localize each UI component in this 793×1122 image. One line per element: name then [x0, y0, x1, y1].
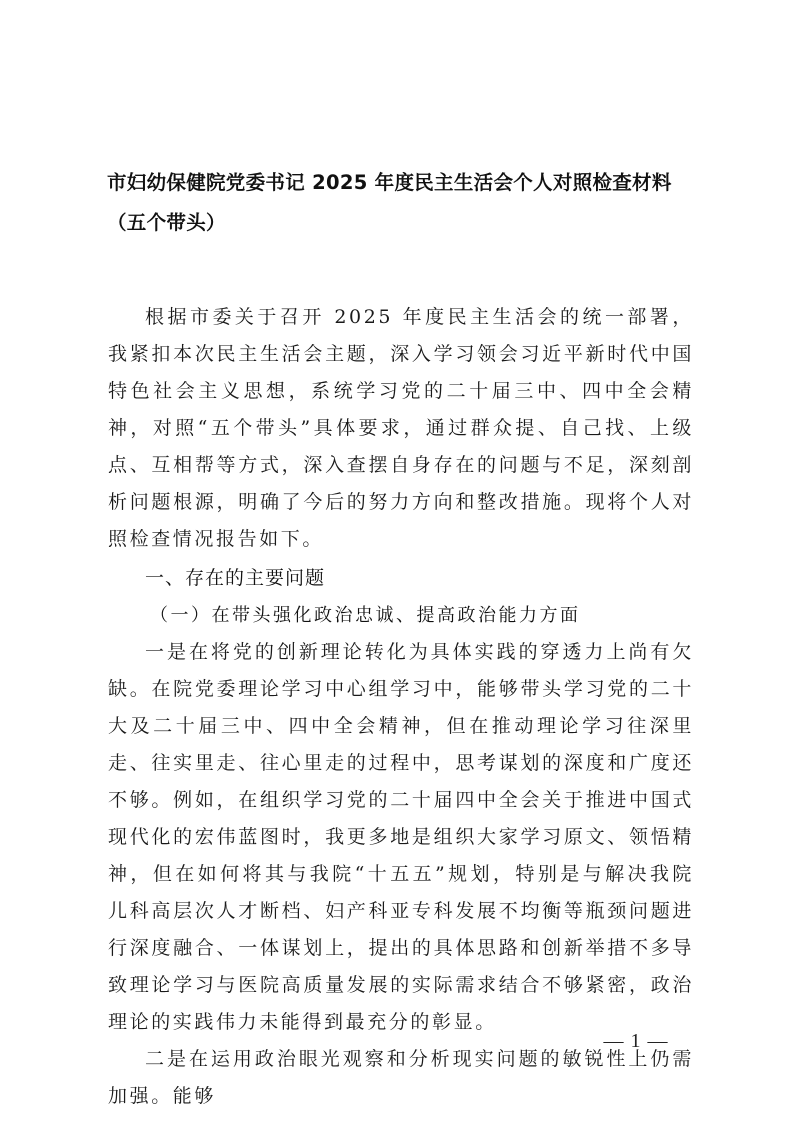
section-heading: 一、存在的主要问题	[145, 567, 326, 589]
document-body	[108, 299, 694, 1115]
body-paragraph: 二是在运用政治眼光观察和分析现实问题的敏锐性上仍需加强。能够	[108, 1048, 694, 1107]
document-title: 市妇幼保健院党委书记 2025 年度民主生活会个人对照检查材料（五个带头）	[107, 171, 672, 234]
body-paragraph: 一是在将党的创新理论转化为具体实践的穿透力上尚有欠缺。在院党委理论学习中心组学习中，能够带头学习党的二十大及二十届三中、四中全会精神，但在推动理论学习往深里走、往实里走、往心里走的过程中，思考谋划的深度和广度还不够。例如，在组织学习党的二十届四中全会关于推进中国式现代化的宏伟蓝图时，我更多地是组织大家学习原文、领悟精神，但在如何将其与我院“十五五”规划，特别是与解决我院儿科高层次人才断档、妇产科亚专科发展不均衡等瓶颈问题进行深度融合、一体谋划上，提出的具体思路和创新举措不多导致理论学习与医院高质量发展的实际需求结合不够紧密，政治理论的实践伟力未能得到最充分的彰显。	[108, 641, 694, 1033]
page-number: — 1 —	[603, 1030, 669, 1052]
subsection-heading: （一）在带头强化政治忠诚、提高政治能力方面	[150, 605, 581, 626]
intro-paragraph: 根据市委关于召开 2025 年度民主生活会的统一部署，我紧扣本次民主生活会主题，深入学习领会习近平新时代中国特色社会主义思想，系统学习党的二十届三中、四中全会精神，对照“五个带头”具体要求，通过群众提、自己找、上级点、互相帮等方式，深入查摆自身存在的问题与不足，深刻剖析问题根源，明确了今后的努力方向和整改措施。现将个人对照检查情况报告如下。	[108, 306, 694, 550]
